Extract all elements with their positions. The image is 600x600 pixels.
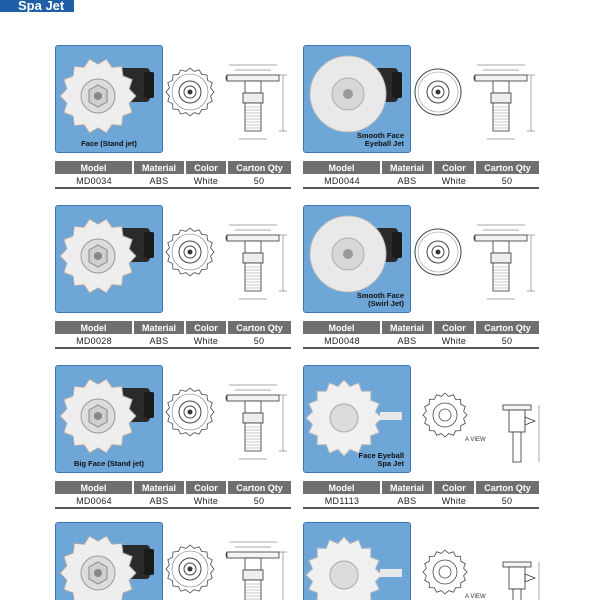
- header-carton-qty: Carton Qty: [227, 161, 291, 174]
- cell-carton-qty: 50: [475, 174, 539, 188]
- cell-model: MD0034: [55, 174, 133, 188]
- header-model: Model: [303, 161, 381, 174]
- product-name: Big Face (Stand jet): [73, 459, 144, 468]
- cell-material: ABS: [133, 494, 185, 508]
- header-material: Material: [381, 321, 433, 334]
- product-card: [303, 45, 545, 185]
- side-view-drawing: [467, 217, 541, 312]
- front-view-drawing: [165, 67, 215, 122]
- front-view-drawing: [165, 387, 215, 442]
- a-view-label: A VIEW: [465, 437, 486, 443]
- product-photo: [303, 365, 411, 473]
- product-photo: [303, 522, 411, 600]
- header-model: Model: [55, 161, 133, 174]
- header-color: Color: [433, 321, 475, 334]
- side-view-drawing: [219, 57, 293, 152]
- cell-color: White: [185, 174, 227, 188]
- cell-carton-qty: 50: [475, 334, 539, 348]
- header-model: Model: [55, 481, 133, 494]
- product-photo: [55, 45, 163, 153]
- cell-carton-qty: 50: [227, 334, 291, 348]
- header-carton-qty: Carton Qty: [475, 481, 539, 494]
- cell-model: MD0064: [55, 494, 133, 508]
- header-color: Color: [433, 161, 475, 174]
- side-view-drawing: [219, 377, 293, 472]
- cell-model: MD0048: [303, 334, 381, 348]
- header-material: Material: [133, 321, 185, 334]
- header-model: Model: [303, 481, 381, 494]
- header-carton-qty: Carton Qty: [475, 161, 539, 174]
- section-title: Spa Jet: [0, 0, 74, 12]
- technical-drawing: [415, 532, 545, 600]
- cell-material: ABS: [381, 494, 433, 508]
- product-card: [55, 522, 297, 600]
- header-carton-qty: Carton Qty: [227, 481, 291, 494]
- header-carton-qty: Carton Qty: [475, 321, 539, 334]
- spec-table: [303, 161, 539, 189]
- product-photo: [55, 522, 163, 600]
- spec-table: [55, 481, 291, 509]
- front-view-drawing: [165, 544, 215, 599]
- cell-carton-qty: 50: [227, 494, 291, 508]
- technical-drawing: [415, 375, 545, 480]
- front-view-drawing: [413, 67, 463, 122]
- spec-table: [55, 161, 291, 189]
- cell-color: White: [433, 174, 475, 188]
- cell-color: White: [185, 334, 227, 348]
- product-card: [55, 365, 297, 505]
- product-name: Face (Stand jet): [81, 139, 137, 148]
- header-material: Material: [381, 481, 433, 494]
- header-color: Color: [185, 161, 227, 174]
- product-name: Smooth Face Eyeball Jet: [356, 131, 404, 148]
- header-color: Color: [185, 321, 227, 334]
- side-view-drawing: [467, 57, 541, 152]
- spec-table: [55, 321, 291, 349]
- header-carton-qty: Carton Qty: [227, 321, 291, 334]
- cell-color: White: [433, 494, 475, 508]
- product-card: [303, 205, 545, 345]
- product-photo: [55, 365, 163, 473]
- spec-table: [303, 481, 539, 509]
- cell-material: ABS: [381, 334, 433, 348]
- cell-color: White: [433, 334, 475, 348]
- product-card: [55, 205, 297, 345]
- cell-material: ABS: [133, 174, 185, 188]
- header-color: Color: [433, 481, 475, 494]
- header-material: Material: [133, 481, 185, 494]
- product-card: [303, 365, 545, 505]
- product-photo: [303, 205, 411, 313]
- side-view-drawing: [219, 217, 293, 312]
- product-card: [55, 45, 297, 185]
- header-material: Material: [381, 161, 433, 174]
- side-view-drawing: [219, 534, 293, 600]
- cell-model: MD0044: [303, 174, 381, 188]
- product-card: [303, 522, 545, 600]
- cell-material: ABS: [133, 334, 185, 348]
- cell-model: MD0028: [55, 334, 133, 348]
- cell-color: White: [185, 494, 227, 508]
- front-view-drawing: [413, 227, 463, 282]
- header-material: Material: [133, 161, 185, 174]
- product-name: Face Eyeball Spa Jet: [358, 451, 404, 468]
- header-model: Model: [303, 321, 381, 334]
- spec-table: [303, 321, 539, 349]
- header-color: Color: [185, 481, 227, 494]
- product-photo: [303, 45, 411, 153]
- cell-material: ABS: [381, 174, 433, 188]
- product-photo: [55, 205, 163, 313]
- cell-carton-qty: 50: [227, 174, 291, 188]
- front-view-drawing: [165, 227, 215, 282]
- cell-carton-qty: 50: [475, 494, 539, 508]
- cell-model: MD1113: [303, 494, 381, 508]
- header-model: Model: [55, 321, 133, 334]
- product-name: Smooth Face (Swirl Jet): [356, 291, 404, 308]
- a-view-label: A VIEW: [465, 594, 486, 600]
